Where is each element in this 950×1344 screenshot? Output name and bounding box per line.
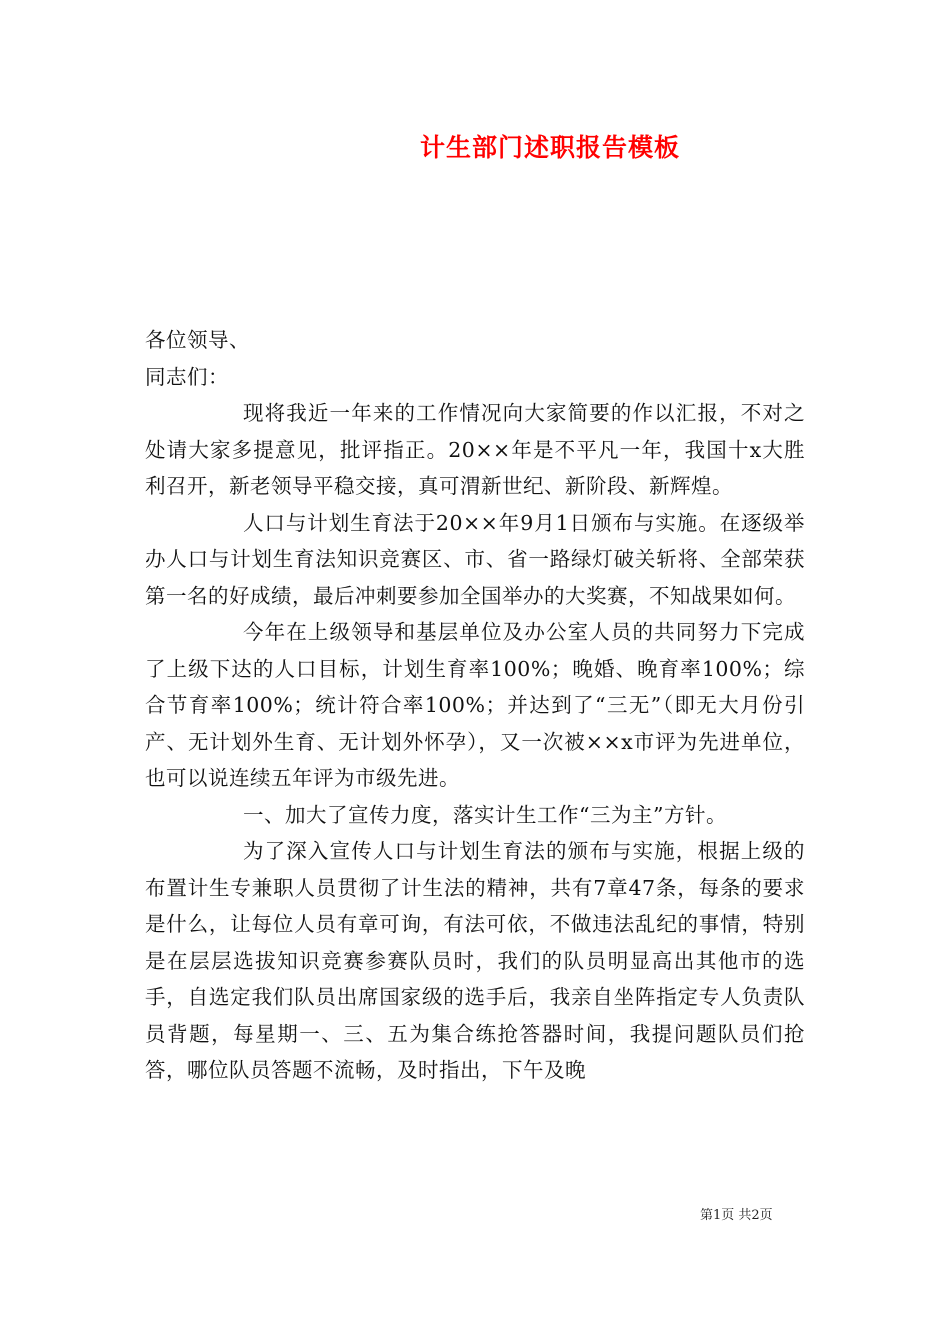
document-title: 计生部门述职报告模板 <box>419 133 680 162</box>
paragraph-achievements: 今年在上级领导和基层单位及办公室人员的共同努力下完成了上级下达的人口目标，计划生育率100%；晚婚、晚育率100%；综合节育率100%；统计符合率100%；并达到了“三无”（即无大月份引产、无计划外生育、无计划外怀孕），又一次被××x市评为先进单位，也可以说连续五年评为市级先进。 <box>145 620 805 790</box>
paragraph-law: 人口与计划生育法于20××年9月1日颁布与实施。在逐级举办人口与计划生育法知识竞赛区、市、省一路绿灯破关斩将、全部荣获第一名的好成绩，最后冲刺要参加全国举办的大奖赛，不知战果如何。 <box>145 510 805 608</box>
salutation-comrades: 同志们： <box>145 364 229 389</box>
salutation-leaders: 各位领导、 <box>145 328 250 352</box>
document-body <box>145 322 805 1089</box>
page-number: 第1页 共2页 <box>700 1208 773 1223</box>
paragraph-intro: 现将我近一年来的工作情况向大家简要的作以汇报，不对之处请大家多提意见，批评指正。20××年是不平凡一年，我国十x大胜利召开，新老领导平稳交接，真可渭新世纪、新阶段、新辉煌。 <box>145 401 805 498</box>
paragraph-publicity: 为了深入宣传人口与计划生育法的颁布与实施，根据上级的布置计生专兼职人员贯彻了计生法的精神，共有7章47条，每条的要求是什么，让每位人员有章可询，有法可依，不做违法乱纪的事情，特别是在层层选拔知识竞赛参赛队员时，我们的队员明显高出其他市的选手，自选定我们队员出席国家级的选手后，我亲自坐阵指定专人负责队员背题，每星期一、三、五为集合练抢答器时间，我提问题队员们抢答，哪位队员答题不流畅，及时指出，下午及晚 <box>145 839 805 1082</box>
section-heading-publicity: 一、加大了宣传力度，落实计生工作“三为主”方针。 <box>243 802 727 827</box>
